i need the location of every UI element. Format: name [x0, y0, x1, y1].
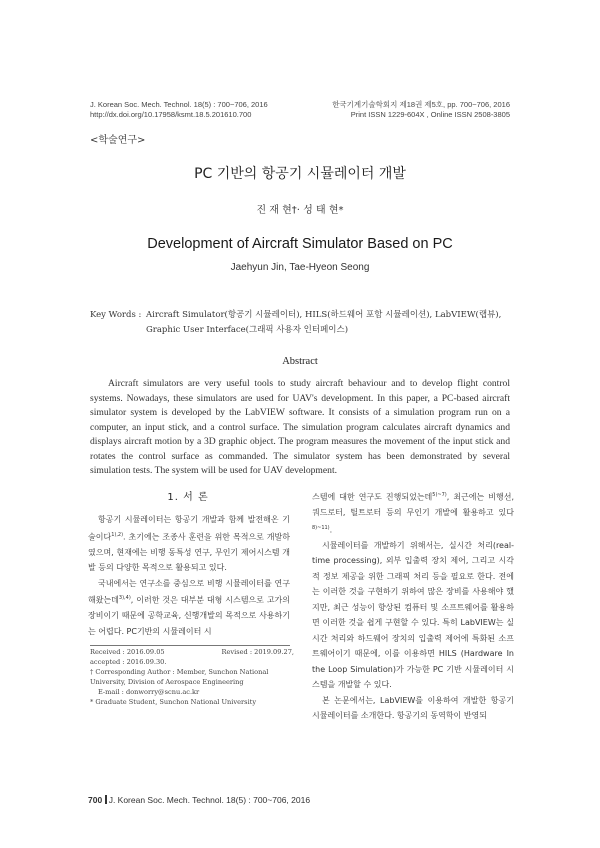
keywords-label: Key Words : — [90, 310, 142, 320]
intro-paragraph-3: 시뮬레이터를 개발하기 위해서는, 실시간 처리(real-time processing), 외부 입출력 장치 제어, 그리고 시각적 정보 제공을 위한 그래픽 처리 등을 필요로 한다. 전에는 이러한 것을 구현하기 위하여 많은 장비를 사용해야 했지만, 최근 성능이 향상된 컴퓨터 및 소프트웨어를 활용하면 이러한 것을 쉽게 구현할 수 있다. 특히 LabVIEW는 실시간 처리와 하드웨어 장치의 입출력 제어에 특화된 소프트웨어이기 때문에, 이를 이용하면 HILS (Hardware In the Loop Simulation)가 가능한 PC 기반 시뮬레이터 시스템을 개발할 수 있다. — [312, 540, 514, 690]
intro-paragraph-2: 국내에서는 연구소를 중심으로 비행 시뮬레이터를 연구해왔는데$^{3),4)}$, 이러한 것은 대부분 대형 시스템으로 고가의 장비이기 때문에 공학교육, 신행개발의 목적으로 사용하기는 어렵다. PC기반의 시뮬레이터 시 — [88, 578, 290, 636]
journal-header-right — [332, 100, 510, 120]
author-email[interactable]: E-mail : donworry@scnu.ac.kr — [98, 688, 200, 696]
received-date: Received : 2016.09.05 — [90, 648, 165, 656]
page-number: 700 — [88, 795, 103, 805]
abstract-text: Aircraft simulators are very useful tools to study aircraft behaviour and to develop flight control systems. Nowadays, these simulators are used for UAV's development. In this paper, a PC-based aircraft simulator system is developed by the LabVIEW software. It consists of a simulation program run on a computer, an input stick, and a control surface. The simulation program calculates aircraft dynamics and displays aircraft motion by a 3D graphic object. The program measures the movement of the input stick and rotates the control surface as commanded. The simulator system has been demonstrated by several simulation tests. The system will be used for UAV development. — [90, 378, 510, 476]
korean-title: PC 기반의 항공기 시뮬레이터 개발 — [194, 166, 406, 182]
citation-ref: 8)~11) — [312, 524, 330, 531]
doi-link[interactable]: http://dx.doi.org/10.17958/ksmt.18.5.201610.700 — [90, 110, 252, 119]
intro-paragraph-continued: 스템에 대한 연구도 진행되었는데$^{5)\sim 7)}$, 최근에는 비행선, 쿼드로터, 틸트로터 등의 무인기 개발에 활용하고 있다$^{8)\sim 11)}$. — [312, 492, 514, 535]
page-footer — [88, 795, 310, 805]
article-category: <학술연구> — [90, 135, 146, 146]
footer-citation: J. Korean Soc. Mech. Technol. 18(5) : 700~706, 2016 — [108, 795, 311, 805]
graduate-student-note: * Graduate Student, Sunchon National University — [90, 698, 257, 706]
korean-authors: 진 재 현†· 성 태 현* — [256, 205, 344, 216]
english-authors: Jaehyun Jin, Tae-Hyeon Seong — [230, 262, 370, 273]
footnote-divider — [90, 645, 290, 646]
citation-ref: 1),2) — [111, 531, 124, 538]
citation-ref: 3),4) — [118, 595, 131, 602]
keywords-block — [90, 308, 520, 338]
revised-date: Revised : 2019.09.27, — [221, 648, 294, 656]
english-title: Development of Aircraft Simulator Based on PC — [147, 236, 453, 252]
intro-paragraph-1: 항공기 시뮬레이터는 항공기 개발과 함께 발전해온 기술이다$^{1),2)}$. 초기에는 조종사 훈련을 위한 목적으로 개발하였으며, 현재에는 비행 동특성 연구, 무인기 제어시스템 개발 등의 다양한 목적으로 활용되고 있다. — [88, 515, 290, 573]
intro-paragraph-4: 본 논문에서는, LabVIEW를 이용하여 개발한 항공기 시뮬레이터를 소개한다. 항공기의 동역학이 반영되 — [312, 695, 514, 721]
keywords-text: Aircraft Simulator(항공기 시뮬레이터), HILS(하드웨어 포함 시뮬레이션), LabVIEW(랩뷰), Graphic User Interface(그래픽 사용자 인터페이스) — [146, 310, 502, 335]
accepted-date: accepted : 2016.09.30. — [90, 658, 167, 666]
right-column — [312, 488, 514, 724]
left-column — [88, 512, 290, 639]
journal-citation: J. Korean Soc. Mech. Technol. 18(5) : 700~706, 2016 — [90, 100, 268, 109]
issn-info: Print ISSN 1229-604X , Online ISSN 2508-3805 — [350, 110, 510, 119]
journal-volume-info: 한국기계기술학회지 제18권 제5호, pp. 700~706, 2016 — [332, 100, 510, 109]
citation-ref: 5)~7) — [432, 492, 447, 498]
section-heading-introduction: 1. 서 론 — [167, 492, 209, 503]
footer-divider — [105, 795, 107, 804]
corresponding-author-note: † Corresponding Author : Member, Sunchon National University, Division of Aerospace Engineering — [90, 668, 269, 686]
footnotes — [90, 647, 294, 707]
journal-header-left — [90, 100, 268, 120]
abstract-title: Abstract — [282, 356, 318, 367]
